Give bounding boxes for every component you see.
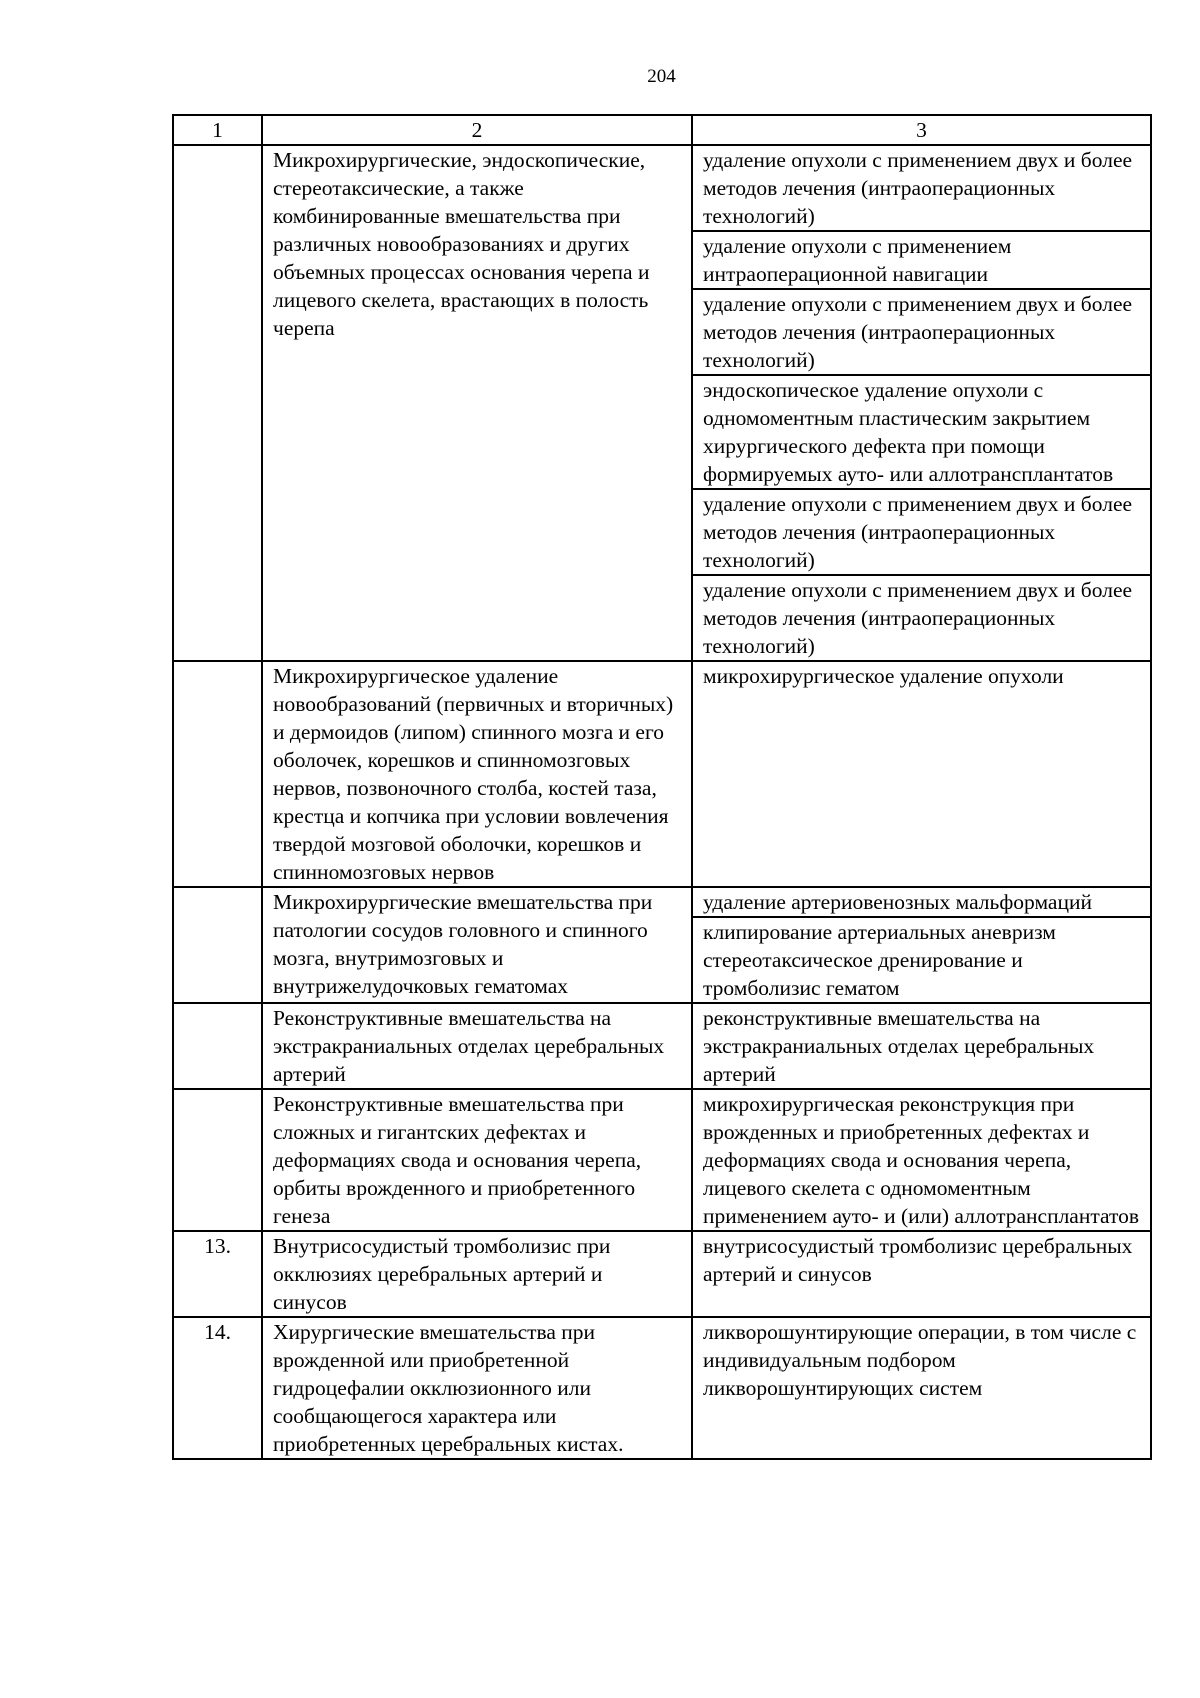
method-cell: внутрисосудистый тромболизис церебральных артерий и синусов bbox=[692, 1231, 1151, 1317]
method-cell: удаление опухоли с применением интраоперационной навигации bbox=[692, 231, 1151, 289]
procedure-cell: Хирургические вмешательства при врожденной или приобретенной гидроцефалии окклюзионного или сообщающегося характера или приобретенных церебральных кистах. bbox=[262, 1317, 692, 1459]
table-row bbox=[173, 661, 1151, 887]
procedure-cell: Реконструктивные вмешательства при сложных и гигантских дефектах и деформациях свода и основания черепа, орбиты врожденного и приобретенного генеза bbox=[262, 1089, 692, 1231]
column-header-1: 1 bbox=[173, 115, 262, 145]
method-cell: микрохирургическое удаление опухоли bbox=[692, 661, 1151, 887]
procedures-table bbox=[172, 114, 1152, 1460]
method-cell: удаление опухоли с применением двух и более методов лечения (интраоперационных технологий) bbox=[692, 575, 1151, 661]
method-cell: микрохирургическая реконструкция при врожденных и приобретенных дефектах и деформациях свода и основания черепа, лицевого скелета с одномоментным применением ауто- и (или) аллотрансплантатов bbox=[692, 1089, 1151, 1231]
method-cell: клипирование артериальных аневризм стереотаксическое дренирование и тромболизис гематом bbox=[692, 917, 1151, 1003]
procedure-cell: Внутрисосудистый тромболизис при окклюзиях церебральных артерий и синусов bbox=[262, 1231, 692, 1317]
row-number-cell bbox=[173, 1003, 262, 1089]
table-row bbox=[173, 1089, 1151, 1231]
table-row bbox=[173, 1231, 1151, 1317]
method-cell: удаление опухоли с применением двух и более методов лечения (интраоперационных технологий) bbox=[692, 489, 1151, 575]
column-header-3: 3 bbox=[692, 115, 1151, 145]
row-number-cell bbox=[173, 1089, 262, 1231]
row-number-cell bbox=[173, 887, 262, 1003]
method-cell: эндоскопическое удаление опухоли с одномоментным пластическим закрытием хирургического дефекта при помощи формируемых ауто- или аллотрансплантатов bbox=[692, 375, 1151, 489]
procedure-cell: Микрохирургические вмешательства при патологии сосудов головного и спинного мозга, внутримозговых и внутрижелудочковых гематомах bbox=[262, 887, 692, 1003]
method-cell: ликворошунтирующие операции, в том числе с индивидуальным подбором ликворошунтирующих систем bbox=[692, 1317, 1151, 1459]
row-number-cell bbox=[173, 661, 262, 887]
table-row bbox=[173, 145, 1151, 231]
table-row bbox=[173, 1003, 1151, 1089]
method-cell: удаление артериовенозных мальформаций bbox=[692, 887, 1151, 917]
page-number: 204 bbox=[647, 66, 676, 87]
method-cell: удаление опухоли с применением двух и более методов лечения (интраоперационных технологий) bbox=[692, 145, 1151, 231]
procedure-cell: Микрохирургическое удаление новообразований (первичных и вторичных) и дермоидов (липом) спинного мозга и его оболочек, корешков и спинномозговых нервов, позвоночного столба, костей таза, крестца и копчика при условии вовлечения твердой мозговой оболочки, корешков и спинномозговых нервов bbox=[262, 661, 692, 887]
table-row bbox=[173, 887, 1151, 917]
header-row bbox=[173, 115, 1151, 145]
column-header-2: 2 bbox=[262, 115, 692, 145]
row-number-cell: 13. bbox=[173, 1231, 262, 1317]
method-cell: реконструктивные вмешательства на экстракраниальных отделах церебральных артерий bbox=[692, 1003, 1151, 1089]
procedure-cell: Микрохирургические, эндоскопические, стереотаксические, а также комбинированные вмешательства при различных новообразованиях и других объемных процессах основания черепа и лицевого скелета, врастающих в полость черепа bbox=[262, 145, 692, 661]
table-row bbox=[173, 1317, 1151, 1459]
row-number-cell: 14. bbox=[173, 1317, 262, 1459]
procedure-cell: Реконструктивные вмешательства на экстракраниальных отделах церебральных артерий bbox=[262, 1003, 692, 1089]
row-number-cell bbox=[173, 145, 262, 661]
method-cell: удаление опухоли с применением двух и более методов лечения (интраоперационных технологий) bbox=[692, 289, 1151, 375]
